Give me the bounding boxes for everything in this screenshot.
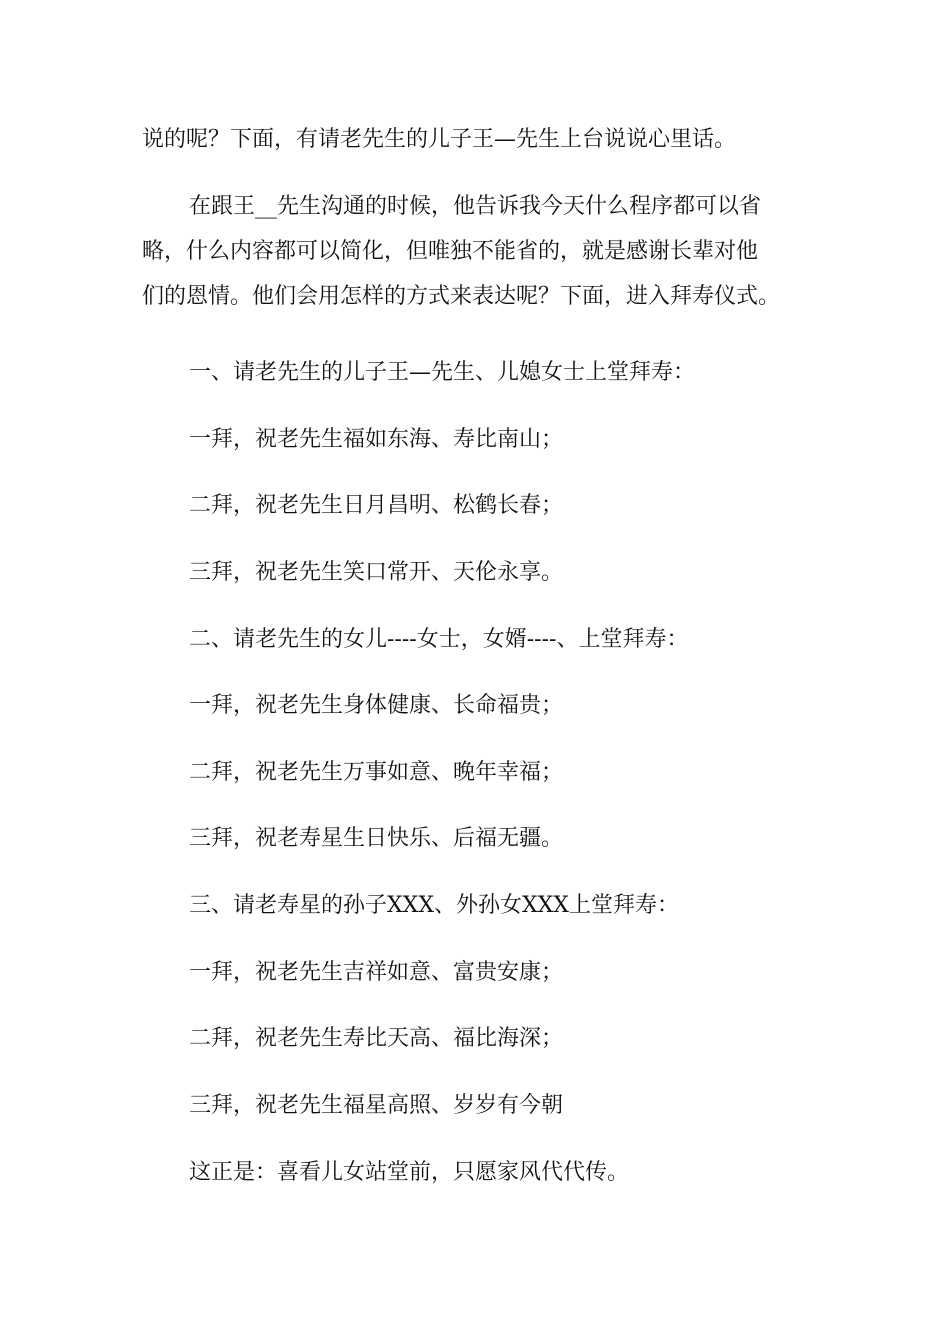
paragraph-9 — [142, 750, 812, 795]
text-line: 这正是：喜看儿女站堂前，只愿家风代代传。 — [189, 1160, 630, 1185]
text-line: 一拜，祝老先生身体健康、长命福贵； — [189, 693, 564, 718]
section-heading-3 — [142, 883, 812, 928]
text-line: 一、请老先生的儿子王—先生、儿媳女士上堂拜寿： — [189, 360, 696, 385]
text-line: 三拜，祝老先生笑口常开、天伦永享。 — [189, 560, 564, 585]
text-line: 二拜，祝老先生万事如意、晚年幸福； — [189, 760, 564, 785]
section-heading-1 — [142, 350, 812, 395]
closing-paragraph — [142, 1150, 812, 1195]
text-line: 三拜，祝老先生福星高照、岁岁有今朝 — [189, 1093, 564, 1118]
text-line: 略，什么内容都可以简化，但唯独不能省的，就是感谢长辈对他 — [142, 239, 759, 264]
text-line: 一拜，祝老先生吉祥如意、富贵安康； — [189, 960, 564, 985]
text-line: 们的恩情。他们会用怎样的方式来表达呢？下面，进入拜寿仪式。 — [142, 284, 781, 309]
text-line: 三、请老寿星的孙子XXX、外孙女XXX上堂拜寿： — [189, 893, 679, 918]
paragraph-4 — [142, 417, 812, 462]
text-line: 三拜，祝老寿星生日快乐、后福无疆。 — [189, 826, 564, 851]
text-line: 二拜，祝老先生寿比天高、福比海深； — [189, 1026, 564, 1051]
paragraph-1 — [142, 117, 812, 162]
paragraph-6 — [142, 550, 812, 595]
text-line: 说的呢？下面，有请老先生的儿子王—先生上台说说心里话。 — [142, 127, 737, 152]
section-heading-2 — [142, 617, 812, 662]
paragraph-14 — [142, 1083, 812, 1128]
text-line: 在跟王__先生沟通的时候，他告诉我今天什么程序都可以省 — [189, 194, 762, 219]
paragraph-5 — [142, 483, 812, 528]
text-line: 一拜，祝老先生福如东海、寿比南山； — [189, 427, 564, 452]
paragraph-13 — [142, 1016, 812, 1061]
paragraph-12 — [142, 950, 812, 995]
text-line: 二拜，祝老先生日月昌明、松鹤长春； — [189, 493, 564, 518]
text-line: 二、请老先生的女儿----女士，女婿----、上堂拜寿： — [189, 627, 689, 652]
paragraph-10 — [142, 816, 812, 861]
paragraph-2 — [142, 184, 812, 319]
paragraph-8 — [142, 683, 812, 728]
